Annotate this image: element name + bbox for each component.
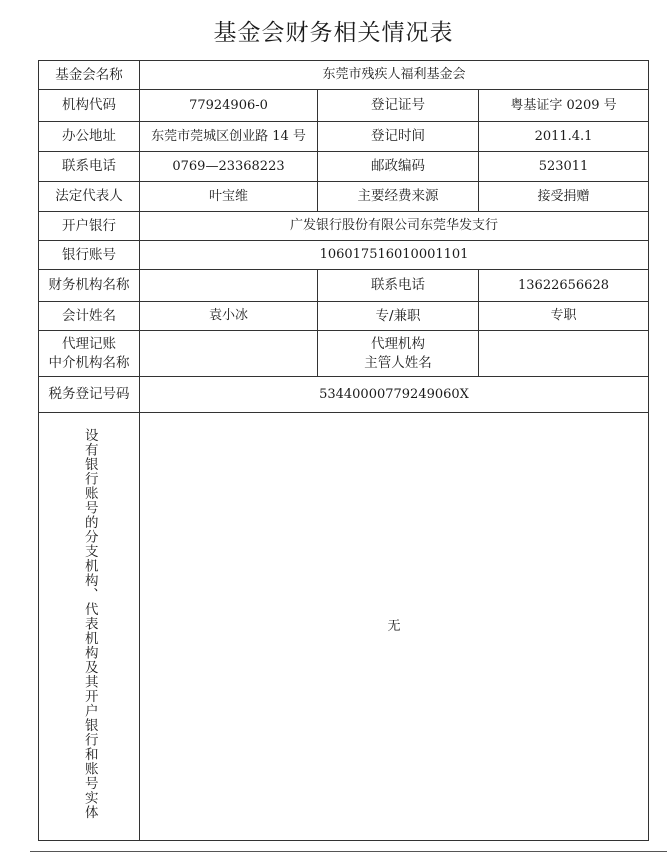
legal-rep-label: 法定代表人 <box>39 182 140 212</box>
legal-rep-value: 叶宝维 <box>140 182 318 212</box>
address-value: 东莞市莞城区创业路 14 号 <box>140 122 318 152</box>
bank-label: 开户银行 <box>39 212 140 241</box>
page-title: 基金会财务相关情况表 <box>213 20 454 46</box>
postcode-label: 邮政编码 <box>318 152 479 182</box>
reg-no-label: 登记证号 <box>318 90 479 122</box>
bank-value: 广发银行股份有限公司东莞华发支行 <box>140 212 649 241</box>
agent-manager-value <box>479 331 649 377</box>
row-legal-rep <box>39 182 649 212</box>
row-accountant <box>39 302 649 331</box>
funding-value: 接受捐赠 <box>479 182 649 212</box>
finance-info-table <box>38 60 649 841</box>
reg-date-label: 登记时间 <box>318 122 479 152</box>
branches-value: 无 <box>140 413 649 841</box>
row-agent <box>39 331 649 377</box>
row-tax-no <box>39 377 649 413</box>
row-finance-org <box>39 270 649 302</box>
agent-manager-label-line1: 代理机构 <box>371 336 425 353</box>
phone-label: 联系电话 <box>39 152 140 182</box>
branches-label: 设有银行账号的分支机构、代表机构及其开户银行和账号实体 <box>81 428 98 820</box>
address-label: 办公地址 <box>39 122 140 152</box>
row-phone <box>39 152 649 182</box>
agent-org-label-line2: 中介机构名称 <box>48 354 130 371</box>
reg-no-value: 粤基证字 0209 号 <box>479 90 649 122</box>
org-code-label: 机构代码 <box>39 90 140 122</box>
agent-manager-label-line2: 主管人姓名 <box>364 354 432 371</box>
finance-org-label: 财务机构名称 <box>39 270 140 302</box>
row-org-code <box>39 90 649 122</box>
row-foundation-name <box>39 61 649 90</box>
employment-value: 专职 <box>479 302 649 331</box>
agent-manager-label <box>318 331 479 377</box>
row-address <box>39 122 649 152</box>
row-account <box>39 241 649 270</box>
phone-value: 0769—23368223 <box>140 152 318 182</box>
branches-label-cell <box>39 413 140 841</box>
account-value: 106017516010001101 <box>140 241 649 270</box>
org-code-value: 77924906-0 <box>140 90 318 122</box>
foundation-name-label: 基金会名称 <box>39 61 140 90</box>
agent-org-value <box>140 331 318 377</box>
funding-label: 主要经费来源 <box>318 182 479 212</box>
postcode-value: 523011 <box>479 152 649 182</box>
finance-org-value <box>140 270 318 302</box>
page-bottom-edge <box>30 851 667 852</box>
agent-org-label-line1: 代理记账 <box>62 336 116 353</box>
finance-phone-label: 联系电话 <box>318 270 479 302</box>
tax-no-label: 税务登记号码 <box>39 377 140 413</box>
finance-phone-value: 13622656628 <box>479 270 649 302</box>
agent-org-label <box>39 331 140 377</box>
foundation-name-value: 东莞市残疾人福利基金会 <box>140 61 649 90</box>
accountant-label: 会计姓名 <box>39 302 140 331</box>
reg-date-value: 2011.4.1 <box>479 122 649 152</box>
row-bank <box>39 212 649 241</box>
employment-label: 专/兼职 <box>318 302 479 331</box>
tax-no-value: 53440000779249060X <box>140 377 649 413</box>
account-label: 银行账号 <box>39 241 140 270</box>
accountant-value: 袁小冰 <box>140 302 318 331</box>
row-branches <box>39 413 649 841</box>
